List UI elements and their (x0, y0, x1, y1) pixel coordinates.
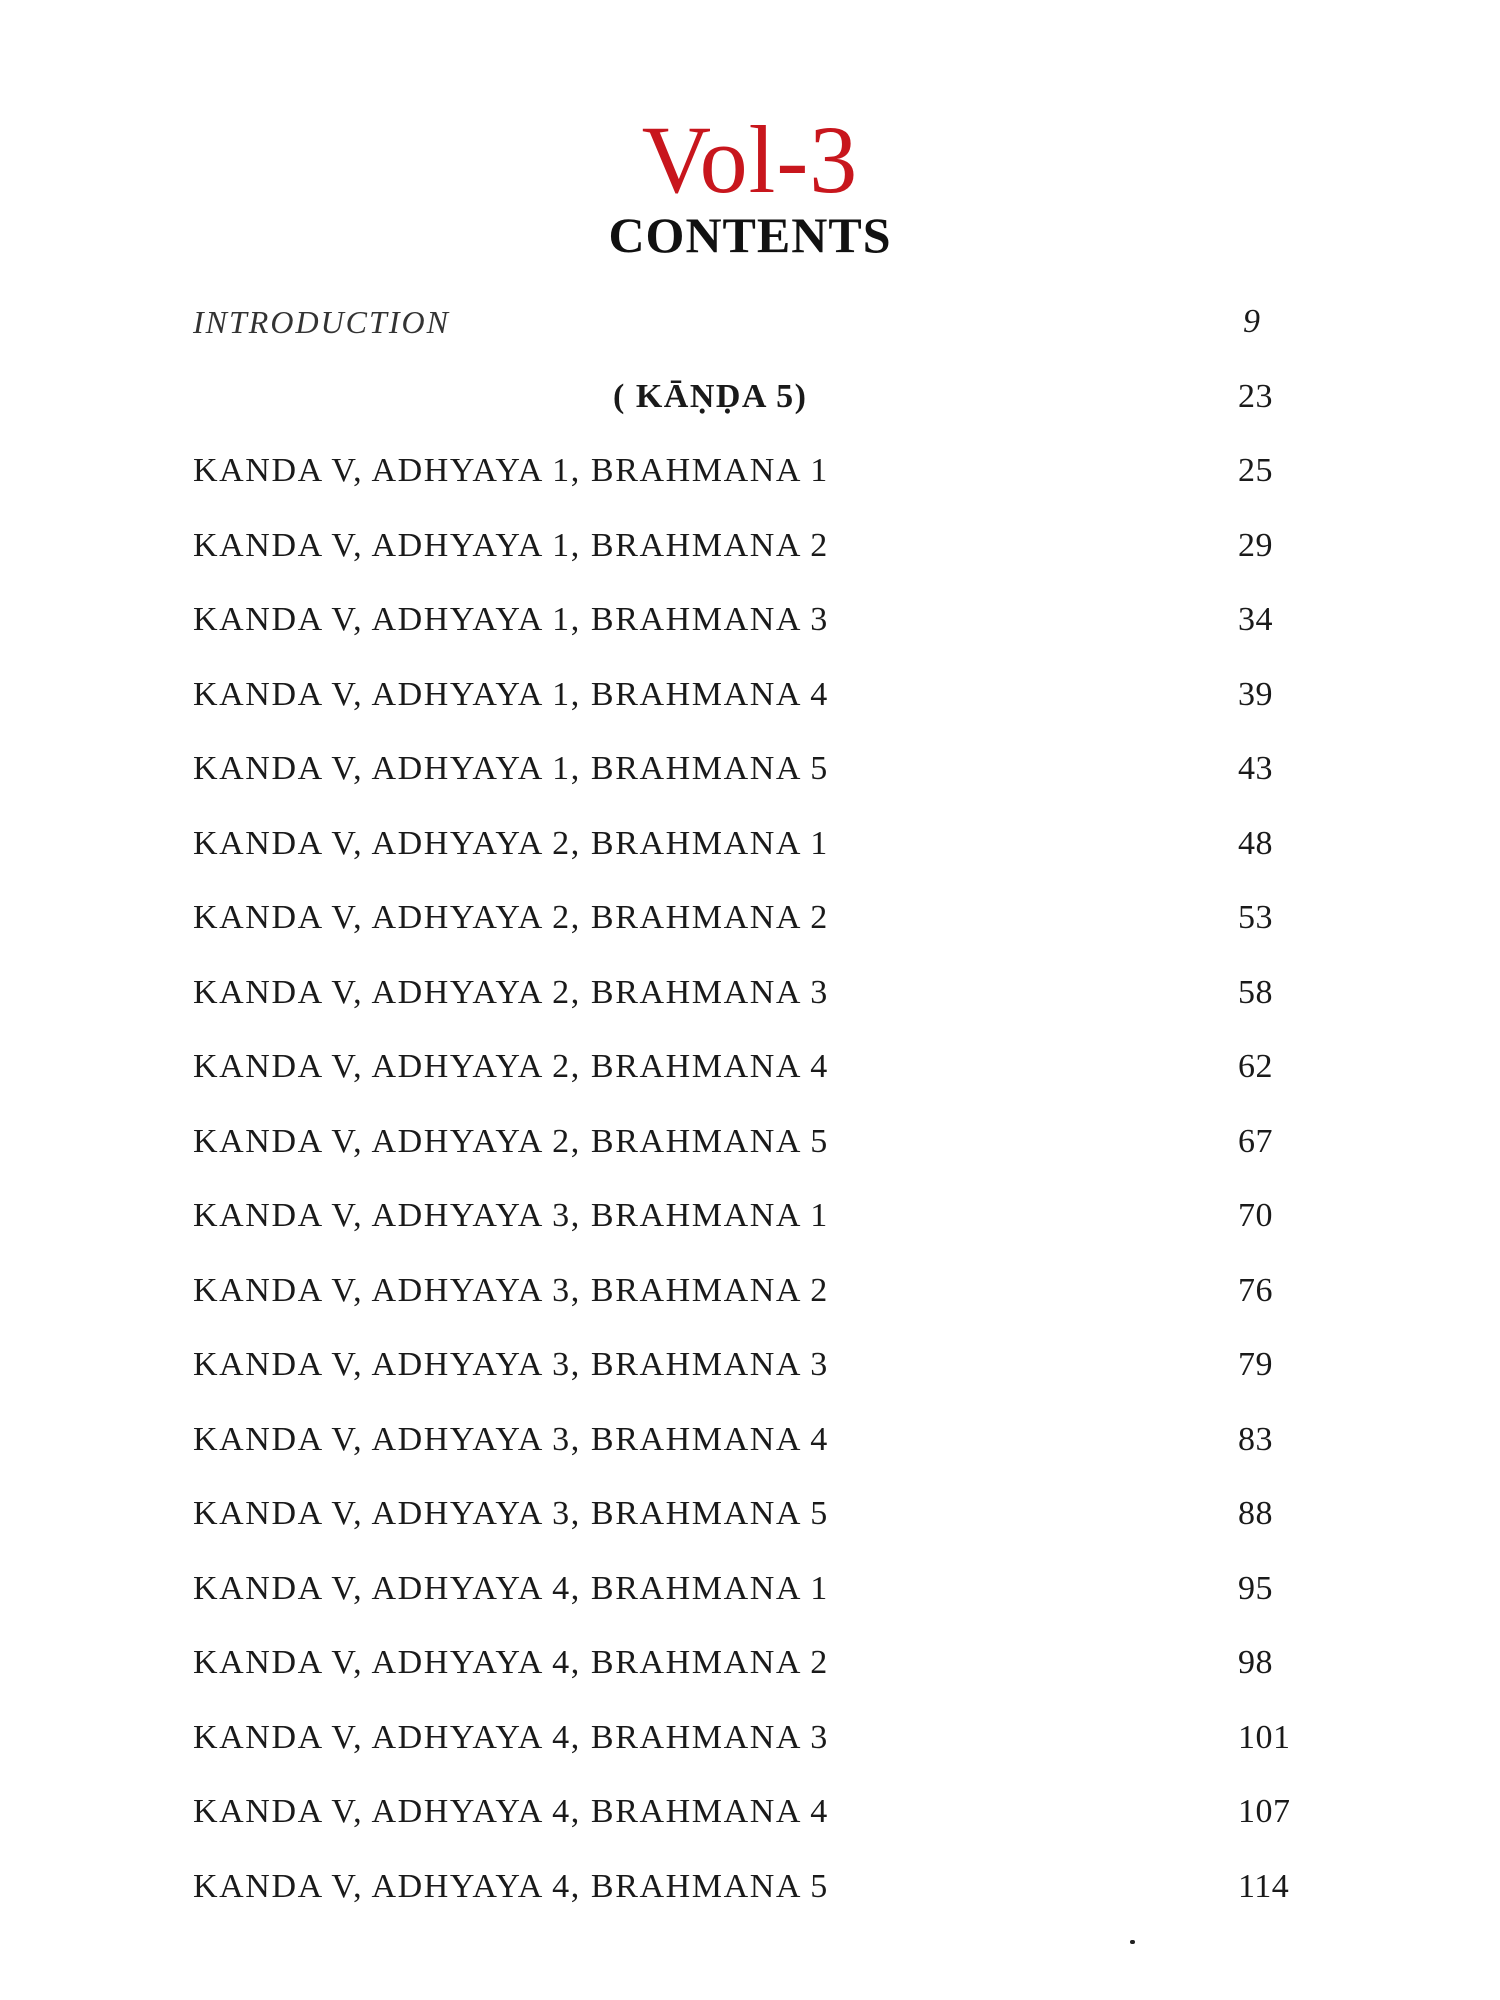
toc-page-number: 48 (1238, 824, 1273, 862)
toc-page-number: 67 (1238, 1122, 1273, 1160)
toc-page-number: 114 (1238, 1867, 1290, 1905)
toc-page-number: 9 (1243, 303, 1261, 340)
toc-page-number: 88 (1238, 1495, 1273, 1532)
toc-row (193, 1030, 1323, 1105)
toc-page-number: 83 (1238, 1420, 1273, 1458)
toc-row (193, 1850, 1323, 1925)
toc-row (193, 509, 1323, 584)
toc-entry-label: INTRODUCTION (193, 304, 450, 340)
toc-row (193, 1477, 1323, 1552)
toc-entry-label: KANDA V, ADHYAYA 2, BRAHMANA 5 (193, 1122, 829, 1160)
toc-page-number: 76 (1238, 1271, 1273, 1309)
toc-page-number: 79 (1238, 1346, 1273, 1383)
toc-entry-label: KANDA V, ADHYAYA 4, BRAHMANA 1 (193, 1569, 829, 1607)
toc-entry-label: KANDA V, ADHYAYA 2, BRAHMANA 4 (193, 1048, 829, 1085)
toc-page-number: 101 (1238, 1718, 1291, 1756)
toc-page-number: 25 (1238, 452, 1273, 489)
toc-page-number: 98 (1238, 1644, 1273, 1681)
toc-page-number: 95 (1238, 1569, 1273, 1607)
toc-entry-label: KANDA V, ADHYAYA 3, BRAHMANA 3 (193, 1346, 829, 1383)
toc-entry-label: KANDA V, ADHYAYA 1, BRAHMANA 2 (193, 526, 829, 564)
toc-row (193, 1701, 1323, 1776)
toc-page-number: 62 (1238, 1048, 1273, 1085)
toc-entry-label: KANDA V, ADHYAYA 1, BRAHMANA 1 (193, 452, 829, 489)
toc-row (193, 434, 1323, 509)
toc-row (193, 1626, 1323, 1701)
toc-entry-label: KANDA V, ADHYAYA 3, BRAHMANA 1 (193, 1197, 829, 1234)
toc-row-introduction (193, 285, 1323, 360)
print-speck (1130, 1940, 1135, 1944)
toc-entry-label: KANDA V, ADHYAYA 4, BRAHMANA 5 (193, 1867, 829, 1905)
toc-entry-label: KANDA V, ADHYAYA 4, BRAHMANA 4 (193, 1793, 829, 1830)
toc-row (193, 1552, 1323, 1627)
toc-row (193, 1254, 1323, 1329)
toc-row (193, 807, 1323, 882)
toc-page-number: 70 (1238, 1197, 1273, 1234)
toc-entry-label: KANDA V, ADHYAYA 3, BRAHMANA 2 (193, 1271, 829, 1309)
toc-page-number: 39 (1238, 675, 1273, 713)
contents-heading: CONTENTS (608, 207, 892, 263)
toc-entry-label: KANDA V, ADHYAYA 2, BRAHMANA 1 (193, 824, 829, 862)
toc-entry-label: KANDA V, ADHYAYA 3, BRAHMANA 4 (193, 1420, 829, 1458)
toc-row (193, 583, 1323, 658)
toc-entry-label: KANDA V, ADHYAYA 2, BRAHMANA 3 (193, 973, 829, 1011)
toc-row (193, 1328, 1323, 1403)
toc-page-number: 58 (1238, 973, 1273, 1011)
toc-entry-label: KANDA V, ADHYAYA 1, BRAHMANA 4 (193, 675, 829, 713)
toc-page-number: 43 (1238, 750, 1273, 787)
toc-entry-label: KANDA V, ADHYAYA 1, BRAHMANA 5 (193, 750, 829, 787)
toc-entry-label: ( KĀṆḌA 5) (613, 377, 808, 415)
toc-entry-label: KANDA V, ADHYAYA 4, BRAHMANA 2 (193, 1644, 829, 1681)
toc-row (193, 1775, 1323, 1850)
toc-row (193, 956, 1323, 1031)
toc-entry-label: KANDA V, ADHYAYA 1, BRAHMANA 3 (193, 601, 829, 638)
toc-page-number: 53 (1238, 899, 1273, 936)
toc-row (193, 1179, 1323, 1254)
toc-entry-label: KANDA V, ADHYAYA 4, BRAHMANA 3 (193, 1718, 829, 1756)
toc-entry-label: KANDA V, ADHYAYA 2, BRAHMANA 2 (193, 899, 829, 936)
toc-row (193, 658, 1323, 733)
toc-row (193, 732, 1323, 807)
toc-page-number: 34 (1238, 601, 1273, 638)
toc-page-number: 29 (1238, 526, 1273, 564)
toc-row (193, 881, 1323, 956)
toc-row-kanda-heading (193, 360, 1323, 435)
volume-title: Vol-3 (641, 106, 859, 213)
toc-row (193, 1105, 1323, 1180)
table-of-contents (193, 285, 1323, 1924)
toc-entry-label: KANDA V, ADHYAYA 3, BRAHMANA 5 (193, 1495, 829, 1532)
toc-row (193, 1403, 1323, 1478)
toc-page-number: 107 (1238, 1793, 1291, 1830)
toc-page-number: 23 (1238, 377, 1273, 415)
